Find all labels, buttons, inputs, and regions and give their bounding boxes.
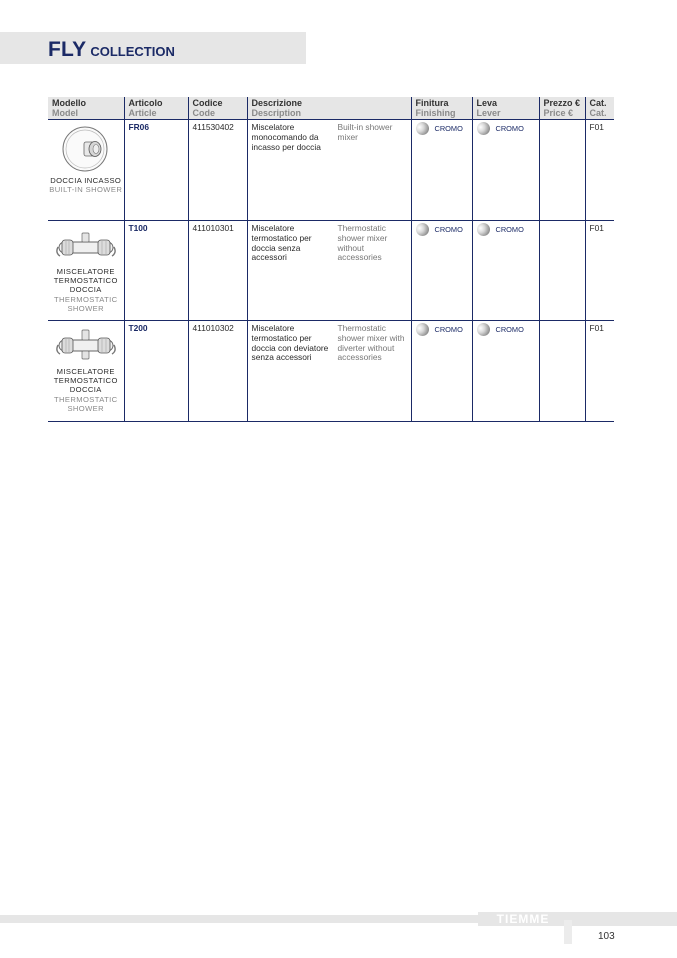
product-code: 411530402 bbox=[192, 122, 234, 132]
code-cell bbox=[188, 120, 247, 221]
description-cell bbox=[247, 221, 411, 321]
category: F01 bbox=[589, 122, 604, 132]
description-it: Miscelatore monocomando da incasso per doccia bbox=[251, 122, 321, 152]
table-row bbox=[48, 120, 614, 221]
description-en: Thermostatic shower mixer with diverter without accessories bbox=[337, 323, 405, 363]
model-name-en: THERMOSTATIC SHOWER bbox=[53, 394, 118, 413]
price-cell bbox=[539, 221, 585, 321]
chrome-swatch-icon bbox=[413, 221, 431, 239]
collection-title bbox=[48, 38, 175, 62]
finishing-cell bbox=[411, 221, 472, 321]
page-number: 103 bbox=[598, 931, 615, 942]
price-table bbox=[48, 97, 614, 422]
lever-label: CROMO bbox=[495, 124, 524, 133]
lever-label: CROMO bbox=[495, 325, 524, 334]
description-it: Miscelatore termostatico per doccia con deviatore senza accessori bbox=[251, 323, 329, 363]
collection-label: COLLECTION bbox=[90, 44, 175, 59]
chrome-swatch-icon bbox=[474, 321, 492, 339]
finishing-cell bbox=[411, 321, 472, 422]
finish-label: CROMO bbox=[434, 325, 463, 334]
finishing-cell bbox=[411, 120, 472, 221]
description-en: Thermostatic shower mixer without accessories bbox=[337, 223, 388, 263]
description-cell bbox=[247, 120, 411, 221]
model-name-it: MISCELATORE TERMOSTATICO DOCCIA bbox=[53, 267, 118, 295]
code-cell bbox=[188, 221, 247, 321]
article-code: T100 bbox=[128, 223, 148, 233]
table-header-row bbox=[48, 97, 614, 120]
built-in-shower-mixer-icon bbox=[59, 122, 113, 176]
category: F01 bbox=[589, 223, 604, 233]
lever-label: CROMO bbox=[495, 225, 524, 234]
col-price: Prezzo € Price € bbox=[539, 97, 585, 120]
cat-cell bbox=[585, 321, 614, 422]
model-name-it: DOCCIA INCASSO bbox=[50, 176, 122, 185]
chrome-swatch-icon bbox=[413, 120, 431, 138]
model-name-en: THERMOSTATIC SHOWER bbox=[53, 294, 118, 313]
table-row bbox=[48, 221, 614, 321]
col-article: Articolo Article bbox=[124, 97, 188, 120]
description-en: Built-in shower mixer bbox=[337, 122, 393, 142]
model-cell bbox=[48, 321, 124, 422]
cat-cell bbox=[585, 120, 614, 221]
col-lever: Leva Lever bbox=[472, 97, 539, 120]
article-cell bbox=[124, 221, 188, 321]
chrome-swatch-icon bbox=[474, 120, 492, 138]
brand-mark-icon bbox=[553, 910, 583, 946]
article-code: FR06 bbox=[128, 122, 149, 132]
col-model: Modello Model bbox=[48, 97, 124, 120]
lever-cell bbox=[472, 221, 539, 321]
price-cell bbox=[539, 120, 585, 221]
price-cell bbox=[539, 321, 585, 422]
col-cat: Cat. Cat. bbox=[585, 97, 614, 120]
article-code: T200 bbox=[128, 323, 148, 333]
description-cell bbox=[247, 321, 411, 422]
col-description: Descrizione Description bbox=[247, 97, 411, 120]
chrome-swatch-icon bbox=[474, 221, 492, 239]
model-name-it: MISCELATORE TERMOSTATICO DOCCIA bbox=[53, 367, 118, 395]
chrome-swatch-icon bbox=[413, 321, 431, 339]
product-code: 411010301 bbox=[192, 223, 234, 233]
category: F01 bbox=[589, 323, 604, 333]
lever-cell bbox=[472, 120, 539, 221]
finish-label: CROMO bbox=[434, 225, 463, 234]
product-code: 411010302 bbox=[192, 323, 234, 333]
thermostatic-shower-mixer-diverter-icon bbox=[54, 323, 118, 367]
model-name-en: BUILT-IN SHOWER bbox=[49, 185, 123, 195]
description-it: Miscelatore termostatico per doccia senza accessori bbox=[251, 223, 312, 263]
thermostatic-shower-mixer-icon bbox=[54, 223, 118, 267]
model-cell bbox=[48, 221, 124, 321]
article-cell bbox=[124, 321, 188, 422]
cat-cell bbox=[585, 221, 614, 321]
model-cell bbox=[48, 120, 124, 221]
finish-label: CROMO bbox=[434, 124, 463, 133]
collection-name: FLY bbox=[48, 38, 87, 61]
table-row bbox=[48, 321, 614, 422]
lever-cell bbox=[472, 321, 539, 422]
col-finishing: Finitura Finishing bbox=[411, 97, 472, 120]
code-cell bbox=[188, 321, 247, 422]
col-code: Codice Code bbox=[188, 97, 247, 120]
brand-logo: TIEMME bbox=[496, 912, 550, 926]
article-cell bbox=[124, 120, 188, 221]
